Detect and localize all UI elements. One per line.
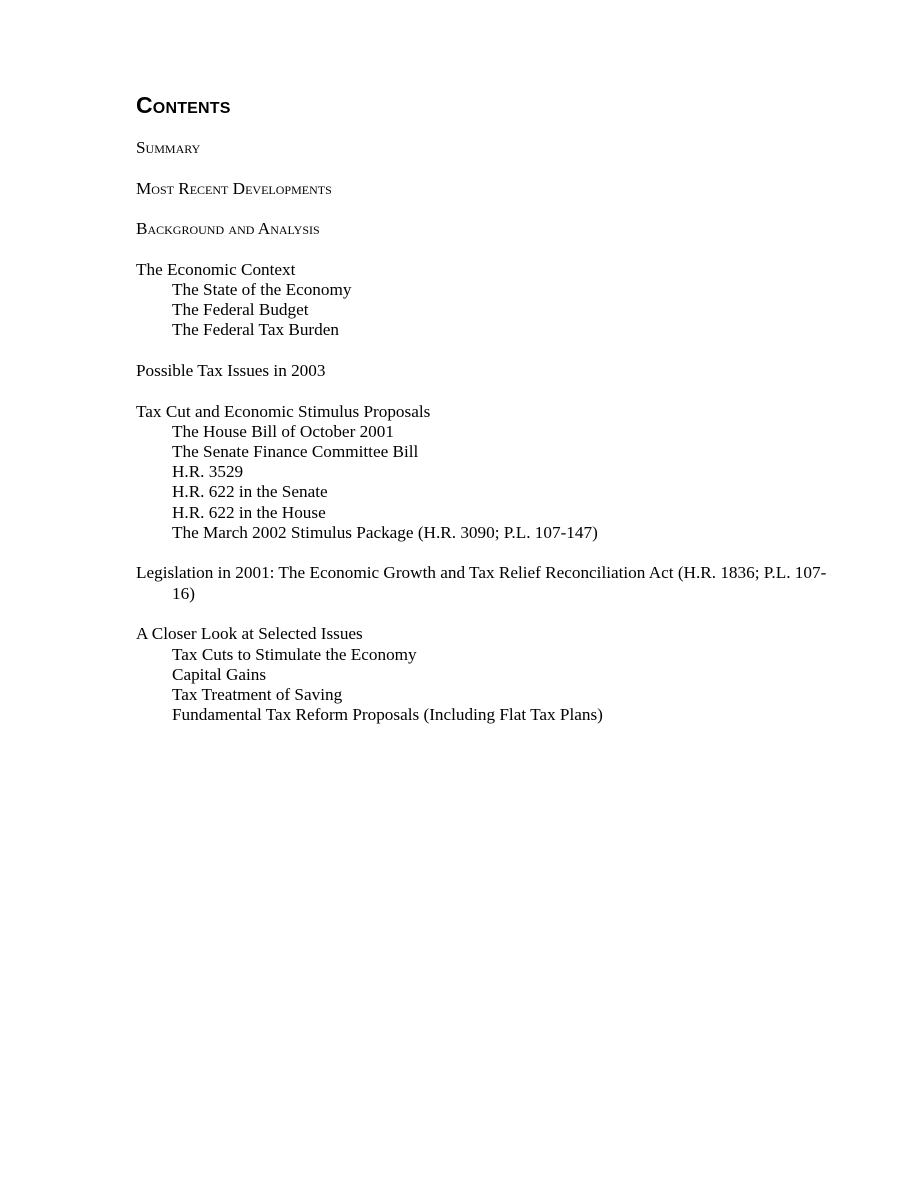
toc-subentry-federal-budget[interactable]: The Federal Budget xyxy=(172,299,309,319)
toc-entry-possible-tax-issues[interactable]: Possible Tax Issues in 2003 xyxy=(136,360,326,380)
toc-subentry-tax-cuts-stimulate[interactable]: Tax Cuts to Stimulate the Economy xyxy=(172,644,417,664)
toc-section-closer-look xyxy=(136,624,836,725)
toc-section-legislation-2001 xyxy=(136,563,836,603)
toc-subentry-hr-3529[interactable]: H.R. 3529 xyxy=(172,462,244,482)
toc-heading-most-recent-developments[interactable]: Most Recent Developments xyxy=(136,178,332,198)
toc-subentry-federal-tax-burden[interactable]: The Federal Tax Burden xyxy=(172,320,339,340)
toc-entry-closer-look[interactable]: A Closer Look at Selected Issues xyxy=(136,624,363,644)
toc-subentry-hr-622-house[interactable]: H.R. 622 in the House xyxy=(172,502,326,522)
toc-entry-economic-context[interactable]: The Economic Context xyxy=(136,259,296,279)
toc-subentry-tax-treatment-saving[interactable]: Tax Treatment of Saving xyxy=(172,684,343,704)
toc-section-economic-context xyxy=(136,260,836,341)
toc-subentry-house-bill-oct-2001[interactable]: The House Bill of October 2001 xyxy=(172,421,394,441)
toc-section-possible-tax-issues xyxy=(136,361,836,381)
toc-subentry-capital-gains[interactable]: Capital Gains xyxy=(172,664,267,684)
toc-subentry-march-2002-stimulus[interactable]: The March 2002 Stimulus Package (H.R. 3090; P.L. 107-147) xyxy=(172,522,598,542)
contents-page xyxy=(136,91,836,746)
toc-entry-legislation-2001[interactable]: Legislation in 2001: The Economic Growth and Tax Relief Reconciliation Act (H.R. 1836; P.L. 107-16) xyxy=(136,563,827,603)
toc-subentry-state-of-economy[interactable]: The State of the Economy xyxy=(172,279,352,299)
toc-section-stimulus-proposals xyxy=(136,402,836,543)
toc-heading-background-and-analysis[interactable]: Background and Analysis xyxy=(136,219,320,238)
toc-heading-summary[interactable]: Summary xyxy=(136,138,201,157)
toc-subentry-senate-finance-bill[interactable]: The Senate Finance Committee Bill xyxy=(172,441,419,461)
page-title: Contents xyxy=(136,92,231,118)
toc-entry-stimulus-proposals[interactable]: Tax Cut and Economic Stimulus Proposals xyxy=(136,401,431,421)
toc-subentry-fundamental-tax-reform[interactable]: Fundamental Tax Reform Proposals (Including Flat Tax Plans) xyxy=(172,705,603,725)
toc-subentry-hr-622-senate[interactable]: H.R. 622 in the Senate xyxy=(172,482,328,502)
